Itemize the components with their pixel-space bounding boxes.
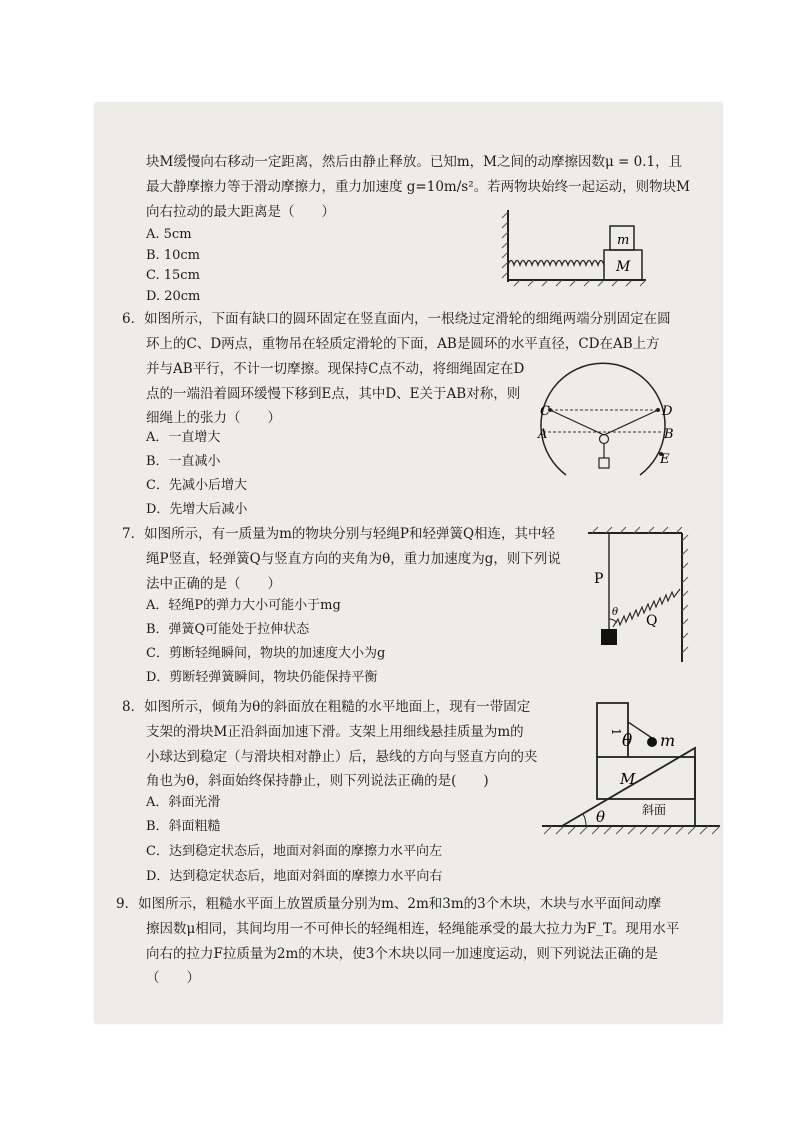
q8-option-a: A．斜面光滑 — [146, 795, 221, 810]
q7-option-b: B．弹簧Q可能处于拉伸状态 — [146, 622, 310, 637]
q5-figure-spring-blocks — [498, 210, 658, 290]
q7-option-c: C．剪断轻绳瞬间，物块的加速度大小为g — [146, 646, 386, 661]
q7-line-2: 绳P竖直，轻弹簧Q与竖直方向的夹角为θ，重力加速度为g，则下列说 — [146, 551, 561, 567]
q8-figure-label-M: M — [620, 770, 636, 788]
q6-figure-label-B: B — [664, 427, 674, 442]
q6-option-d: D．先增大后减小 — [146, 502, 248, 517]
q8-figure-label-slope: 斜面 — [642, 803, 667, 817]
q6-line-1: 6．如图所示，下面有缺口的圆环固定在竖直面内，一根绕过定滑轮的细绳两端分别固定在圆 — [122, 311, 671, 327]
q5-line-1: 块M缓慢向右移动一定距离，然后由静止释放。已知m，M之间的动摩擦因数μ = 0.1，且 — [146, 154, 683, 170]
q6-figure-label-E: E — [660, 452, 670, 467]
q8-option-c: C．达到稳定状态后，地面对斜面的摩擦力水平向左 — [146, 844, 442, 859]
q6-figure-label-D: D — [662, 404, 673, 419]
q6-line-3: 并与AB平行，不计一切摩擦。现保持C点不动，将细绳固定在D — [146, 361, 525, 377]
q7-option-a: A．轻绳P的弹力大小可能小于mg — [146, 598, 341, 613]
q5-figure-label-m: m — [617, 233, 630, 248]
q8-figure-incline-bracket — [540, 700, 725, 842]
q8-line-2: 支架的滑块M正沿斜面加速下滑。支架上用细线悬挂质量为m的 — [146, 724, 524, 740]
q6-figure-ring-pulley — [538, 370, 678, 490]
q9-line-2: 擦因数μ相同，其间均用一不可伸长的轻绳相连，轻绳能承受的最大拉力为F_T。现用水平 — [146, 921, 680, 937]
q7-figure-label-P: P — [594, 571, 604, 587]
q7-figure-label-theta: θ — [612, 607, 619, 618]
q8-line-1: 8．如图所示，倾角为θ的斜面放在粗糙的水平地面上，现有一带固定 — [122, 699, 531, 715]
q5-option-c: C. 15cm — [146, 268, 200, 283]
q8-option-d: D．达到稳定状态后，地面对斜面的摩擦力水平向右 — [146, 869, 443, 884]
q8-figure-label-theta-bottom: θ — [596, 808, 606, 826]
q7-option-d: D．剪断轻弹簧瞬间，物块仍能保持平衡 — [146, 670, 378, 685]
q6-figure-label-C: C — [540, 404, 550, 419]
q9-line-3: 向右的拉力F拉质量为2m的木块，使3个木块以同一加速度运动，则下列说法正确的是 — [146, 946, 658, 962]
q7-line-1: 7．如图所示，有一质量为m的物块分别与轻绳P和轻弹簧Q相连，其中轻 — [122, 526, 556, 542]
q8-figure-label-m: m — [660, 731, 676, 750]
q6-figure-label-A: A — [538, 427, 548, 442]
q6-option-a: A．一直增大 — [146, 430, 221, 445]
q8-line-4: 角也为θ，斜面始终保持静止，则下列说法正确的是( ) — [146, 773, 489, 789]
q8-figure-label-1: 1 — [609, 728, 623, 736]
q9-line-1: 9．如图所示，粗糙水平面上放置质量分别为m、2m和3m的3个木块，木块与水平面间动摩 — [116, 896, 662, 912]
q7-line-3: 法中正确的是（ ） — [146, 576, 281, 592]
q6-option-b: B．一直减小 — [146, 454, 221, 469]
q8-figure-label-theta-top: θ — [622, 731, 633, 751]
q8-line-3: 小球达到稳定（与滑块相对静止）后，悬线的方向与竖直方向的夹 — [146, 749, 538, 765]
q5-option-a: A. 5cm — [146, 227, 192, 242]
q9-line-4: （ ） — [146, 970, 200, 986]
q5-figure-label-M: M — [616, 259, 631, 275]
q6-line-4: 点的一端沿着圆环缓慢下移到E点，其中D、E关于AB对称，则 — [146, 386, 521, 402]
q5-option-d: D. 20cm — [146, 289, 201, 304]
q6-line-5: 细绳上的张力（ ） — [146, 410, 281, 426]
q7-figure-label-Q: Q — [646, 613, 658, 629]
q5-line-3: 向右拉动的最大距离是（ ） — [146, 204, 335, 220]
q7-figure-rope-spring — [586, 527, 696, 667]
q5-line-2: 最大静摩擦力等于滑动摩擦力，重力加速度 g=10m/s²。若两物块始终一起运动，则物块M — [146, 179, 690, 195]
q6-option-c: C．先减小后增大 — [146, 478, 247, 493]
q8-option-b: B．斜面粗糙 — [146, 819, 221, 834]
q5-option-b: B. 10cm — [146, 248, 200, 263]
q6-line-2: 环上的C、D两点，重物吊在轻质定滑轮的下面，AB是圆环的水平直径，CD在AB上方 — [146, 336, 660, 352]
